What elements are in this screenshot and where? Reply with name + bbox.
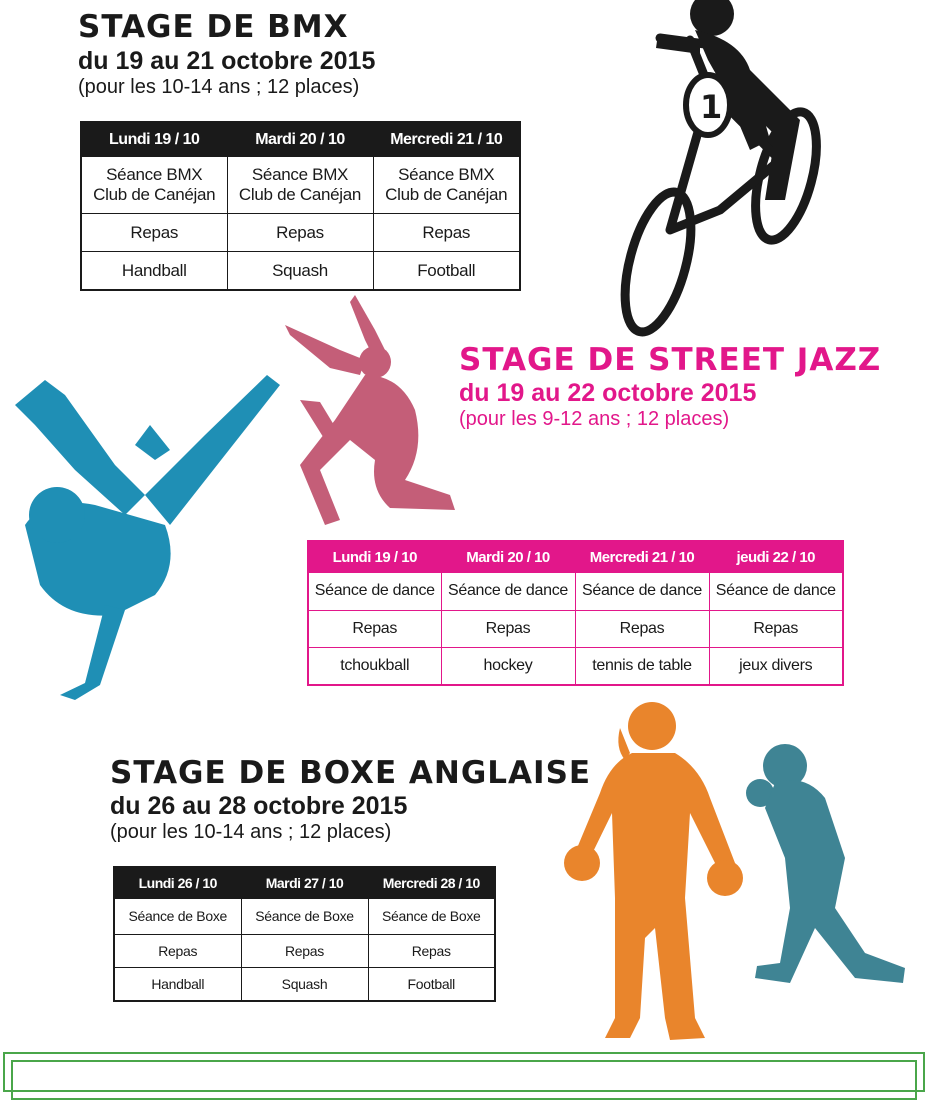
jazz-dancer-icon: [280, 290, 470, 530]
cell-line: Séance BMX: [106, 165, 203, 185]
table-header-row: [81, 122, 520, 157]
cell-line: Repas: [411, 942, 451, 959]
table-cell: [709, 648, 843, 686]
table-cell: [308, 648, 441, 686]
boxe-heading: [110, 755, 592, 844]
table-cell: [709, 611, 843, 648]
rider-number: 1: [700, 88, 723, 126]
table-cell: [114, 899, 241, 935]
jazz-dates: du 19 au 22 octobre 2015: [459, 379, 757, 407]
cell-line: Handball: [121, 260, 187, 280]
cell-line: Club de Canéjan: [238, 185, 362, 204]
table-cell: [227, 214, 373, 252]
column-header: Lundi 19 / 10: [81, 122, 227, 157]
cell-line: Repas: [352, 619, 398, 637]
bmx-title: STAGE DE BMX: [78, 9, 349, 45]
boxe-schedule-table: [113, 866, 496, 1002]
table-cell: [114, 935, 241, 968]
cell-line: Repas: [422, 222, 471, 242]
cell-line: Repas: [619, 619, 665, 637]
table-header-row: [308, 541, 843, 573]
table-cell: [241, 899, 368, 935]
column-header: Mercredi 21 / 10: [575, 541, 709, 573]
table-row: [308, 648, 843, 686]
table-cell: [368, 935, 495, 968]
table-row: [81, 157, 520, 214]
cell-line: tchoukball: [340, 656, 410, 674]
table-cell: [441, 648, 575, 686]
column-header: jeudi 22 / 10: [709, 541, 843, 573]
cell-line: Séance BMX: [251, 165, 349, 185]
cell-line: Séance BMX: [398, 165, 495, 185]
table-cell: [81, 157, 227, 214]
table-cell: [575, 611, 709, 648]
column-header: Lundi 26 / 10: [114, 867, 241, 899]
column-header: Mardi 20 / 10: [441, 541, 575, 573]
table-cell: [227, 157, 373, 214]
table-row: [308, 573, 843, 611]
cell-line: tennis de table: [592, 656, 692, 674]
bmx-rider-icon: [600, 0, 840, 340]
bmx-dates: du 19 au 21 octobre 2015: [78, 47, 376, 75]
table-cell: [441, 611, 575, 648]
table-row: [114, 899, 495, 935]
table-cell: [241, 968, 368, 1002]
cell-line: jeux divers: [739, 656, 813, 674]
table-cell: [241, 935, 368, 968]
footer-frame: [3, 1052, 925, 1092]
column-header: Mercredi 21 / 10: [373, 122, 520, 157]
table-cell: [575, 573, 709, 611]
breakdancer-icon: [5, 365, 295, 705]
boxer-orange-icon: [560, 698, 750, 1048]
column-header: Mardi 20 / 10: [227, 122, 373, 157]
table-cell: [227, 252, 373, 291]
bmx-ages: (pour les 10-14 ans ; 12 places): [78, 75, 360, 98]
cell-line: Séance de dance: [581, 582, 703, 600]
boxe-dates: du 26 au 28 octobre 2015: [110, 792, 408, 820]
table-row: [308, 611, 843, 648]
cell-line: Repas: [753, 619, 799, 637]
cell-line: Repas: [485, 619, 531, 637]
table-row: [114, 968, 495, 1002]
cell-line: Séance de dance: [715, 582, 836, 600]
cell-line: Football: [417, 260, 476, 280]
cell-line: Football: [407, 975, 455, 992]
table-cell: [114, 968, 241, 1002]
cell-line: Séance de dance: [447, 582, 569, 600]
table-cell: [81, 252, 227, 291]
cell-line: Repas: [276, 222, 324, 242]
cell-line: Handball: [151, 975, 205, 992]
boxer-teal-icon: [745, 738, 915, 1003]
table-cell: [308, 611, 441, 648]
cell-line: Repas: [130, 222, 179, 242]
cell-line: Séance de Boxe: [381, 908, 481, 925]
cell-line: Club de Canéjan: [93, 185, 216, 204]
table-cell: [709, 573, 843, 611]
cell-line: Repas: [285, 942, 324, 959]
table-row: [81, 252, 520, 291]
column-header: Mercredi 28 / 10: [368, 867, 495, 899]
jazz-schedule-table: [307, 540, 844, 686]
jazz-ages: (pour les 9-12 ans ; 12 places): [459, 407, 730, 430]
cell-line: Squash: [272, 260, 328, 280]
cell-line: Séance de dance: [314, 582, 435, 600]
table-cell: [373, 157, 520, 214]
boxe-title: STAGE DE BOXE ANGLAISE: [110, 755, 592, 791]
bmx-schedule-table: [80, 121, 521, 291]
table-cell: [368, 899, 495, 935]
table-row: [114, 935, 495, 968]
jazz-title: STAGE DE STREET JAZZ: [459, 342, 882, 378]
cell-line: Séance de Boxe: [128, 908, 228, 925]
table-cell: [81, 214, 227, 252]
boxe-ages: (pour les 10-14 ans ; 12 places): [110, 820, 392, 843]
jazz-heading: [459, 342, 882, 431]
table-cell: [373, 214, 520, 252]
footer-frame-inner: [11, 1060, 917, 1100]
column-header: Lundi 19 / 10: [308, 541, 441, 573]
cell-line: Squash: [281, 975, 328, 992]
table-header-row: [114, 867, 495, 899]
cell-line: Club de Canéjan: [385, 185, 508, 204]
table-cell: [308, 573, 441, 611]
table-cell: [373, 252, 520, 291]
cell-line: Repas: [158, 942, 198, 959]
table-cell: [575, 648, 709, 686]
bmx-heading: [78, 9, 376, 99]
cell-line: hockey: [483, 656, 533, 674]
table-cell: [368, 968, 495, 1002]
table-row: [81, 214, 520, 252]
table-cell: [441, 573, 575, 611]
column-header: Mardi 27 / 10: [241, 867, 368, 899]
cell-line: Séance de Boxe: [255, 908, 354, 925]
